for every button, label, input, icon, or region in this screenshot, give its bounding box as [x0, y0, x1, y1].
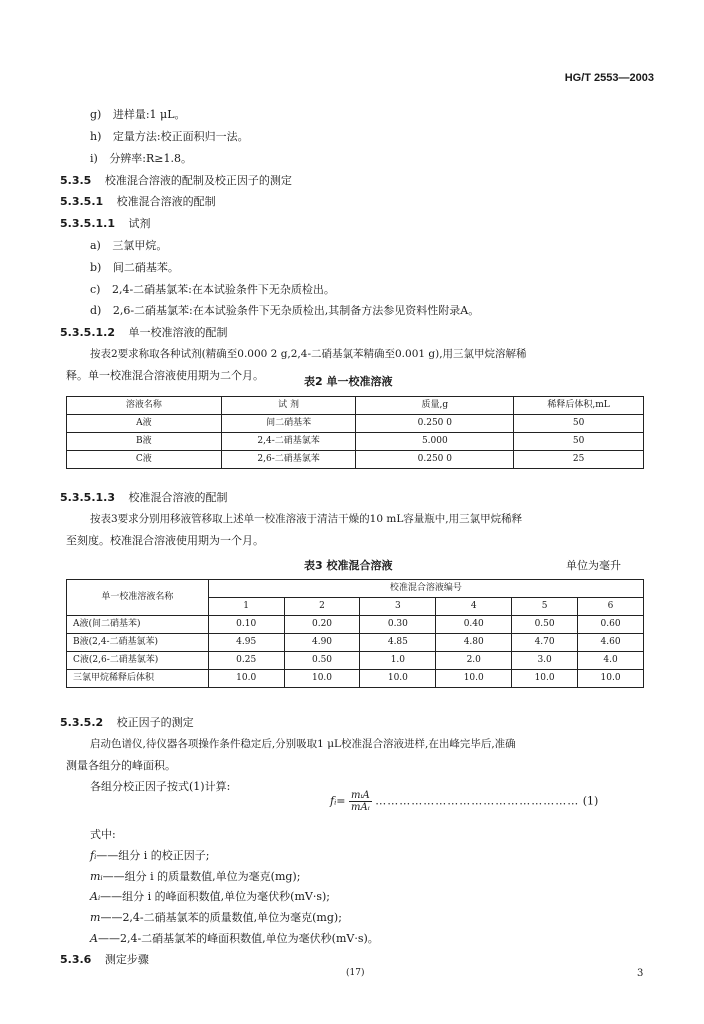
table-row: [67, 634, 644, 652]
table-cell: 4.90: [284, 634, 360, 652]
section-heading: [60, 172, 292, 188]
definition-text: ——组分 i 的校正因子;: [96, 849, 210, 862]
formula-lhs: fᵢ=: [330, 794, 346, 808]
table-cell: 0.25: [208, 652, 284, 670]
item-text: 定量方法:校正面积归一法。: [112, 130, 249, 143]
section-number: 5.3.5: [60, 174, 92, 187]
table-header-cell: 5: [512, 598, 578, 616]
paragraph-line: 测量各组分的峰面积。: [66, 759, 176, 772]
table-cell: 4.85: [360, 634, 436, 652]
symbol: m: [90, 911, 101, 924]
table-cell: A液: [67, 415, 222, 433]
definition-text: ——组分 i 的质量数值,单位为毫克(mg);: [102, 870, 301, 883]
table-cell: C液: [67, 451, 222, 469]
section-heading: [60, 324, 227, 340]
item-mark: i): [90, 152, 98, 165]
paragraph-line: 释。单一校准混合溶液使用期为二个月。: [66, 369, 264, 382]
paragraph-line: 按表2要求称取各种试剂(精确至0.000 2 g,2,4-二硝基氯苯精确至0.001 g),用三氯甲烷溶解稀: [90, 348, 527, 360]
table-cell: 4.60: [578, 634, 644, 652]
table-cell: 0.30: [360, 616, 436, 634]
section-number: 5.3.5.1.1: [60, 217, 115, 230]
item-mark: d): [90, 304, 102, 317]
table-cell: 50: [514, 433, 644, 451]
paragraph-line: 启动色谱仪,待仪器各项操作条件稳定后,分别吸取1 μL校准混合溶液进样,在出峰完毕后,准确: [90, 738, 516, 750]
section-number: 5.3.5.1: [60, 195, 104, 208]
table-caption: 表2 单一校准溶液: [304, 375, 393, 388]
section-number: 5.3.6: [60, 953, 92, 966]
symbol: Aᵢ: [90, 890, 101, 903]
paragraph-line: 各组分校正因子按式(1)计算:: [90, 780, 231, 793]
symbol-definition: [90, 868, 300, 884]
section-heading: [60, 951, 149, 967]
item-text: 2,4-二硝基氯苯:在本试验条件下无杂质检出。: [111, 283, 335, 296]
table-cell: 10.0: [436, 670, 512, 688]
table-header-cell: 2: [284, 598, 360, 616]
table-cell: 2,6-二硝基氯苯: [221, 451, 356, 469]
list-item: [90, 237, 167, 253]
paragraph-line: 至刻度。校准混合溶液使用期为一个月。: [66, 534, 264, 547]
symbol: mᵢ: [90, 870, 103, 883]
section-heading: [60, 193, 216, 209]
section-title: 校准混合溶液的配制: [116, 195, 216, 208]
page-number: 3: [637, 968, 644, 979]
table-cell: 三氯甲烷稀释后体积: [67, 670, 209, 688]
section-number: 5.3.5.1.2: [60, 326, 115, 339]
table-row: [67, 433, 644, 451]
table-cell: 50: [514, 415, 644, 433]
list-item: [90, 106, 186, 122]
footer-page-code: (17): [346, 968, 365, 978]
table-group-header: 校准混合溶液编号: [208, 580, 643, 598]
table-cell: 4.0: [578, 652, 644, 670]
table-cell: B液(2,4-二硝基氯苯): [67, 634, 209, 652]
table-row: [67, 415, 644, 433]
item-text: 间二硝基苯。: [112, 261, 179, 274]
item-text: 进样量:1 μL。: [112, 108, 186, 121]
table-cell: 3.0: [512, 652, 578, 670]
table-cell: 25: [514, 451, 644, 469]
paragraph-line: 按表3要求分别用移液管移取上述单一校准溶液于清洁干燥的10 mL容量瓶中,用三氯甲烷稀释: [90, 513, 523, 525]
section-number: 5.3.5.2: [60, 716, 104, 729]
section-title: 单一校准溶液的配制: [128, 326, 228, 339]
table-cell: 5.000: [356, 433, 514, 451]
symbol-definition: [90, 930, 379, 946]
section-heading: [60, 489, 227, 505]
section-heading: [60, 714, 194, 730]
table-row: [67, 451, 644, 469]
table-cell: B液: [67, 433, 222, 451]
definition-text: ——2,4-二硝基氯苯的质量数值,单位为毫克(mg);: [100, 911, 342, 924]
item-text: 三氯甲烷。: [112, 239, 168, 252]
list-item: [90, 259, 179, 275]
item-mark: h): [90, 130, 102, 143]
table-cell: 0.10: [208, 616, 284, 634]
table-2: [66, 396, 644, 469]
table-cell: 10.0: [284, 670, 360, 688]
table-header-cell: 3: [360, 598, 436, 616]
table-header-row: [67, 580, 644, 598]
table-cell: C液(2,6-二硝基氯苯): [67, 652, 209, 670]
table-cell: 2.0: [436, 652, 512, 670]
section-title: 校准混合溶液的配制及校正因子的测定: [104, 174, 292, 187]
table-cell: 0.40: [436, 616, 512, 634]
list-item: [90, 128, 249, 144]
symbol: fᵢ: [90, 849, 97, 862]
table-cell: 0.50: [512, 616, 578, 634]
item-mark: a): [90, 239, 101, 252]
formula-number: (1): [582, 794, 599, 808]
section-number: 5.3.5.1.3: [60, 491, 115, 504]
table-header-cell: 6: [578, 598, 644, 616]
symbol: A: [90, 932, 98, 945]
table-cell: A液(间二硝基苯): [67, 616, 209, 634]
standard-code: HG/T 2553—2003: [564, 72, 654, 84]
section-title: 校准混合溶液的配制: [128, 491, 228, 504]
table-cell: 0.250 0: [356, 415, 514, 433]
item-mark: b): [90, 261, 102, 274]
symbol-definition: [90, 847, 210, 863]
table-cell: 2,4-二硝基氯苯: [221, 433, 356, 451]
table-cell: 间二硝基苯: [221, 415, 356, 433]
formula-1: [330, 790, 598, 813]
definition-text: ——2,4-二硝基氯苯的峰面积数值,单位为毫伏秒(mV·s)。: [97, 932, 379, 945]
table-cell: 4.80: [436, 634, 512, 652]
table-cell: 10.0: [360, 670, 436, 688]
table-cell: 4.95: [208, 634, 284, 652]
table-row: [67, 616, 644, 634]
item-mark: c): [90, 283, 101, 296]
section-title: 试剂: [128, 217, 151, 230]
table-unit: 单位为毫升: [566, 559, 621, 572]
table-header-cell: 1: [208, 598, 284, 616]
table-header-cell: 4: [436, 598, 512, 616]
section-heading: [60, 215, 150, 231]
table-header-cell: 试 剂: [221, 397, 356, 415]
item-text: 2,6-二硝基氯苯:在本试验条件下无杂质检出,其制备方法参见资料性附录A。: [112, 304, 480, 317]
table-header-row: [67, 397, 644, 415]
symbol-definition: [90, 909, 342, 925]
table-header-cell: 质量,g: [356, 397, 514, 415]
section-title: 校正因子的测定: [116, 716, 194, 729]
table-cell: 10.0: [208, 670, 284, 688]
table-cell: 4.70: [512, 634, 578, 652]
table-header-cell: 稀释后体积,mL: [514, 397, 644, 415]
table-header-cell: 单一校准溶液名称: [67, 580, 209, 616]
list-item: [90, 150, 192, 166]
item-text: 分辨率:R≥1.8。: [109, 152, 193, 165]
table-row: [67, 670, 644, 688]
table-cell: 10.0: [578, 670, 644, 688]
formula-fraction: [349, 790, 372, 813]
table-cell: 1.0: [360, 652, 436, 670]
list-item: [90, 302, 479, 318]
table-3: [66, 579, 644, 688]
table-cell: 0.250 0: [356, 451, 514, 469]
formula-numerator: mᵢA: [351, 790, 370, 801]
list-item: [90, 281, 335, 297]
table-cell: 0.60: [578, 616, 644, 634]
definition-text: ——组分 i 的峰面积数值,单位为毫伏秒(mV·s);: [100, 890, 330, 903]
formula-denominator: mAᵢ: [351, 802, 370, 813]
table-cell: 10.0: [512, 670, 578, 688]
table-row: [67, 652, 644, 670]
symbol-definition: [90, 888, 330, 904]
table-header-cell: 溶液名称: [67, 397, 222, 415]
formula-leader: ……………………………………………: [375, 794, 580, 808]
table-cell: 0.50: [284, 652, 360, 670]
where-intro: 式中:: [90, 828, 116, 841]
table-cell: 0.20: [284, 616, 360, 634]
item-mark: g): [90, 108, 102, 121]
section-title: 测定步骤: [104, 953, 149, 966]
table-caption: 表3 校准混合溶液: [304, 559, 393, 572]
